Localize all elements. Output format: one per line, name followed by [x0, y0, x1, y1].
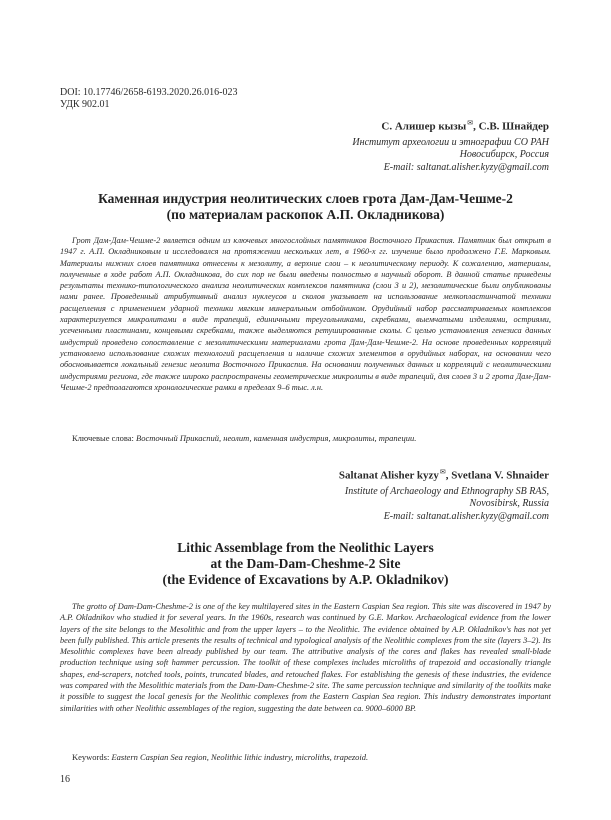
en-affiliation: Institute of Archaeology and Ethnography SB RAS, Novosibirsk, Russia E-mail: saltanat.alisher.kyzy@gmail.com [344, 485, 549, 522]
ru-author-block [352, 116, 549, 174]
en-keywords-label: Keywords: [72, 752, 110, 762]
ru-keywords [72, 433, 551, 444]
en-abstract: The grotto of Dam-Dam-Cheshme-2 is one of the key multilayered sites in the Eastern Caspian Sea region. This site was discovered in 1947 by A.P. Okladnikov who studied it for several years. In the 1960s, research was continued by G.E. Markov. Archaeological evidence from the lower layers of the site belongs to the Mesolithic and from the upper layers – to the Neolithic. The evidence obtained by A.P. Okladnikov's has not yet been fully published. This article presents the results of technical and typological analysis of the Neolithic complexes from the site (layers 3–2). Its Mesolithic complexes have been already published by our team. The attributive analysis of the cores and flakes has revealed small-blade production technique using soft hammer percussion. The toolkit of these complexes includes microliths of trapezoid and occasionally triangle shapes, end-scrapers, notched tools, points, truncated blades, and retouched flakes. For establishing the genesis of these industries, the evidence was compared with the Mesolithic materials from the Dam-Dam-Cheshme-2 site. The same percussion technique and similarity of the toolkits make it possible to suggest the local genesis for the Neolithic complexes from the Eastern Caspian Sea region. This industry demonstrates important similarities with other Neolithic assemblages of the region, suggesting the date between ca. 9000–6000 BP. [60, 602, 551, 713]
ru-title: Каменная индустрия неолитических слоев грота Дам-Дам-Чешме-2 (по материалам раскопок А.П. Окладникова) [98, 191, 513, 222]
en-authors: Saltanat Alisher kyzy✉, Svetlana V. Shnaider [338, 468, 549, 482]
en-title: Lithic Assemblage from the Neolithic Layers at the Dam-Dam-Cheshme-2 Site (the Evidence of Excavations by A.P. Okladnikov) [162, 540, 449, 587]
ru-keywords-values: Восточный Прикаспий, неолит, каменная индустрия, микролиты, трапеции. [136, 433, 417, 443]
en-author-block [339, 465, 549, 523]
ru-keywords-label: Ключевые слова: [72, 433, 134, 443]
doi: DOI: 10.17746/2658-6193.2020.26.016-023 [60, 87, 238, 98]
udk: УДК 902.01 [60, 99, 110, 110]
mail-icon: ✉ [467, 119, 474, 127]
mail-icon: ✉ [439, 468, 446, 476]
ru-abstract: Грот Дам-Дам-Чешме-2 является одним из ключевых многослойных памятников Восточного Прикаспия. Памятник был открыт в 1947 г. А.П. Окладниковым и исследовался на протяжении нескольких лет, в 1960-х гг. изучение было продолжено Г.Е. Марковым. Материалы нижних слоев памятника отнесены к мезолиту, а верхние слои – к неолитическому периоду. К сожалению, материалы, полученные в ходе работ А.П. Окладникова, до сих пор не были введены полностью в научный оборот. В данной статье приведены результаты технико-типологического анализа неолитических комплексов памятника (слои 3 и 2), мезолитические были опубликованы нами ранее. Проведенный атрибутивный анализ нуклеусов и сколов указывает на использование мелкопластинчатой техники расщепления с применением ударной техники мягким минеральным отбойником. Орудийный набор рассматриваемых комплексов характеризуется микролитами в виде трапеций, единичными треугольниками, скребками, выемчатыми изделиями, остриями, усеченными пластинами, концевыми скребками, также выделяются ретушированные сколы. С целью установления генезиса данных индустрий проведено сопоставление с мезолитическими материалами грота Дам-Дам-Чешме-2. На основе проведенных корреляций установлено использование схожих технологий расщепления и наличие схожих элементов в орудийных наборах, на основании чего обосновывается локальный генезис неолита Восточного Прикаспия. На основании полученных данных и корреляций с неолитическими индустриями региона, где также широко распространены геометрические микролиты в виде трапеций, для слоев 3 и 2 грота Дам-Дам-Чешме-2 предполагаются хронологические рамки в пределах 9–6 тыс. л.н. [60, 236, 551, 392]
ru-affiliation: Институт археологии и этнографии СО РАН Новосибирск, Россия E-mail: saltanat.alisher.kyzy@gmail.com [352, 136, 549, 173]
en-keywords-values: Eastern Caspian Sea region, Neolithic lithic industry, microliths, trapezoid. [111, 752, 369, 762]
page-number: 16 [60, 774, 70, 785]
en-keywords [72, 752, 551, 763]
ru-authors: С. Алишер кызы✉, С.В. Шнайдер [381, 119, 549, 133]
